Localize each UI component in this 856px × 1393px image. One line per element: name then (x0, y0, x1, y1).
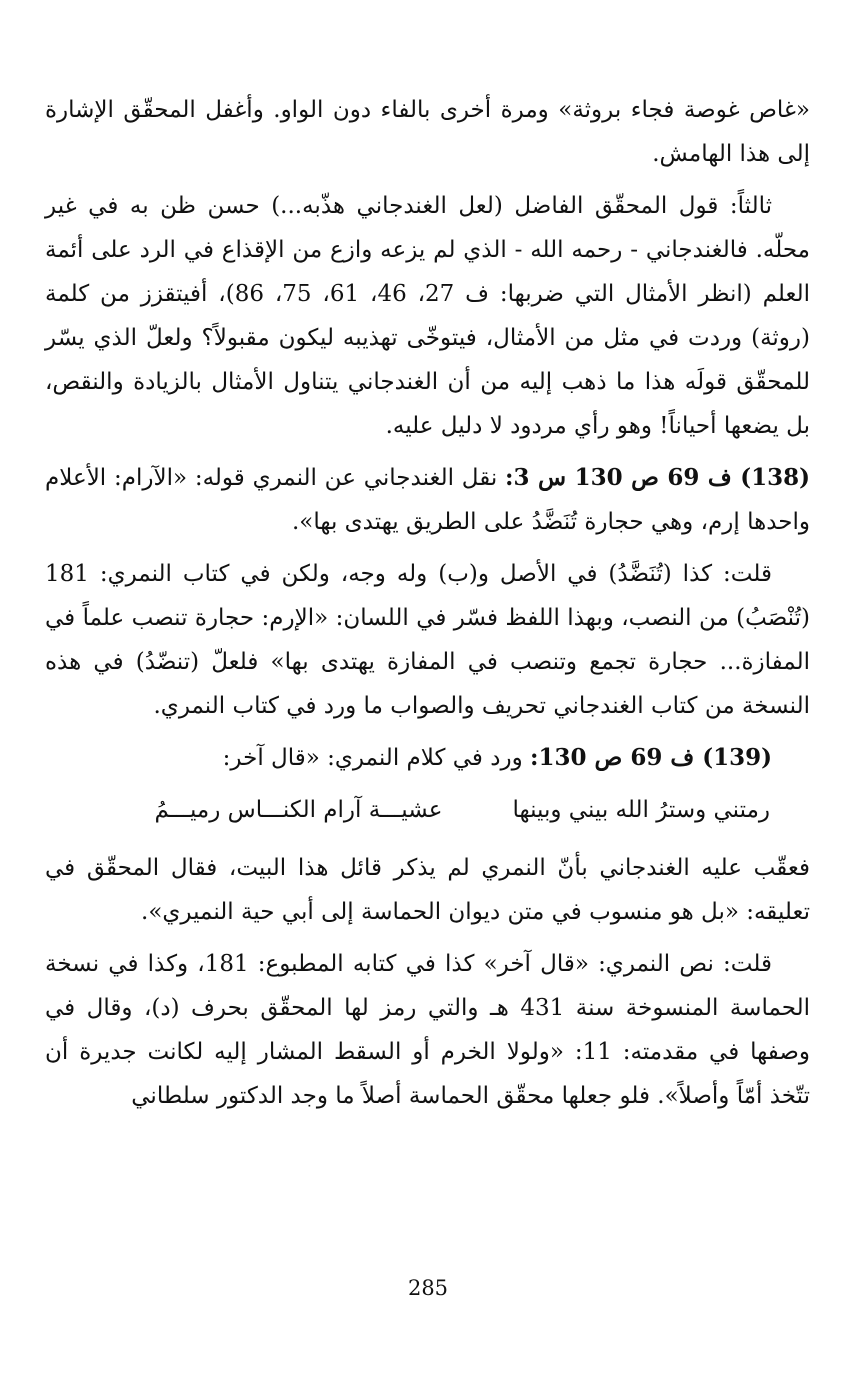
page-body (45, 88, 810, 1126)
paragraph-continuation: «غاص غوصة فجاء بروثة» ومرة أخرى بالفاء دون الواو. وأغفل المحقّق الإشارة إلى هذا الهامش. (45, 97, 810, 167)
verse-first-hemistich: رمتني وسترُ الله بيني وبينها (512, 797, 770, 823)
entry-138-text: نقل الغندجاني عن النمري قوله: «الآرام: الأعلام واحدها إرم، وهي حجارة تُنَضَّدُ على الطريق يهتدى بها». (45, 465, 810, 535)
entry-139-comment: فعقّب عليه الغندجاني بأنّ النمري لم يذكر قائل هذا البيت، فقال المحقّق في تعليقه: «بل هو منسوب في متن ديوان الحماسة إلى أبي حية النميري». (45, 855, 810, 925)
verse-second-hemistich: عشيـــة آرام الكنـــاس رميـــمُ (154, 797, 443, 823)
entry-139-final: قلت: نص النمري: «قال آخر» كذا في كتابه المطبوع: 181، وكذا في نسخة الحماسة المنسوخة سنة 431 هـ والتي رمز لها المحقّق بحرف (د)، وقال في وصفها في مقدمته: 11: «ولولا الخرم أو السقط المشار إليه لكانت جديرة أن تتّخذ أمّاً وأصلاً». فلو جعلها محقّق الحماسة أصلاً ما وجد الدكتور سلطاني (45, 951, 810, 1109)
page-number: 285 (407, 1276, 449, 1300)
entry-139-text: ورد في كلام النمري: «قال آخر: (222, 745, 530, 771)
entry-139-reference: (139) ف 69 ص 130: (529, 744, 772, 771)
paragraph-thirdly: ثالثاً: قول المحقّق الفاضل (لعل الغندجاني هذّبه...) حسن ظن به في غير محلّه. فالغندجاني - رحمه الله - الذي لم يزعه وازع من الإقذاع في الرد على أئمة العلم (انظر الأمثال التي ضربها: ف 27، 46، 61، 75، 86)، أفيتقزز من كلمة (روثة) وردت في مثل من الأمثال، فيتوخّى تهذيبه ليكون مقبولاً؟ ولعلّ الذي يسّر للمحقّق قولَه هذا ما ذهب إليه من أن الغندجاني يتناول الأمثال بالزيادة والنقص، بل يضعها أحياناً! وهو رأي مردود لا دليل عليه. (45, 193, 811, 439)
entry-138 (45, 456, 810, 544)
entry-139 (45, 736, 810, 780)
poetry-verse (45, 788, 810, 832)
entry-138-reference: (138) ف 69 ص 130 س 3: (505, 464, 810, 491)
entry-138-comment: قلت: كذا (تُنَضَّدُ) في الأصل و(ب) وله وجه، ولكن في كتاب النمري: 181 (تُنْصَبُ) من النصب، وبهذا اللفظ فسّر في اللسان: «الإرم: حجارة تنصب علماً في المفازة... حجارة تجمع وتنصب في المفازة يهتدى بها» فلعلّ (تنضّدُ) في هذه النسخة من كتاب الغندجاني تحريف والصواب ما ورد في كتاب النمري. (45, 561, 810, 719)
